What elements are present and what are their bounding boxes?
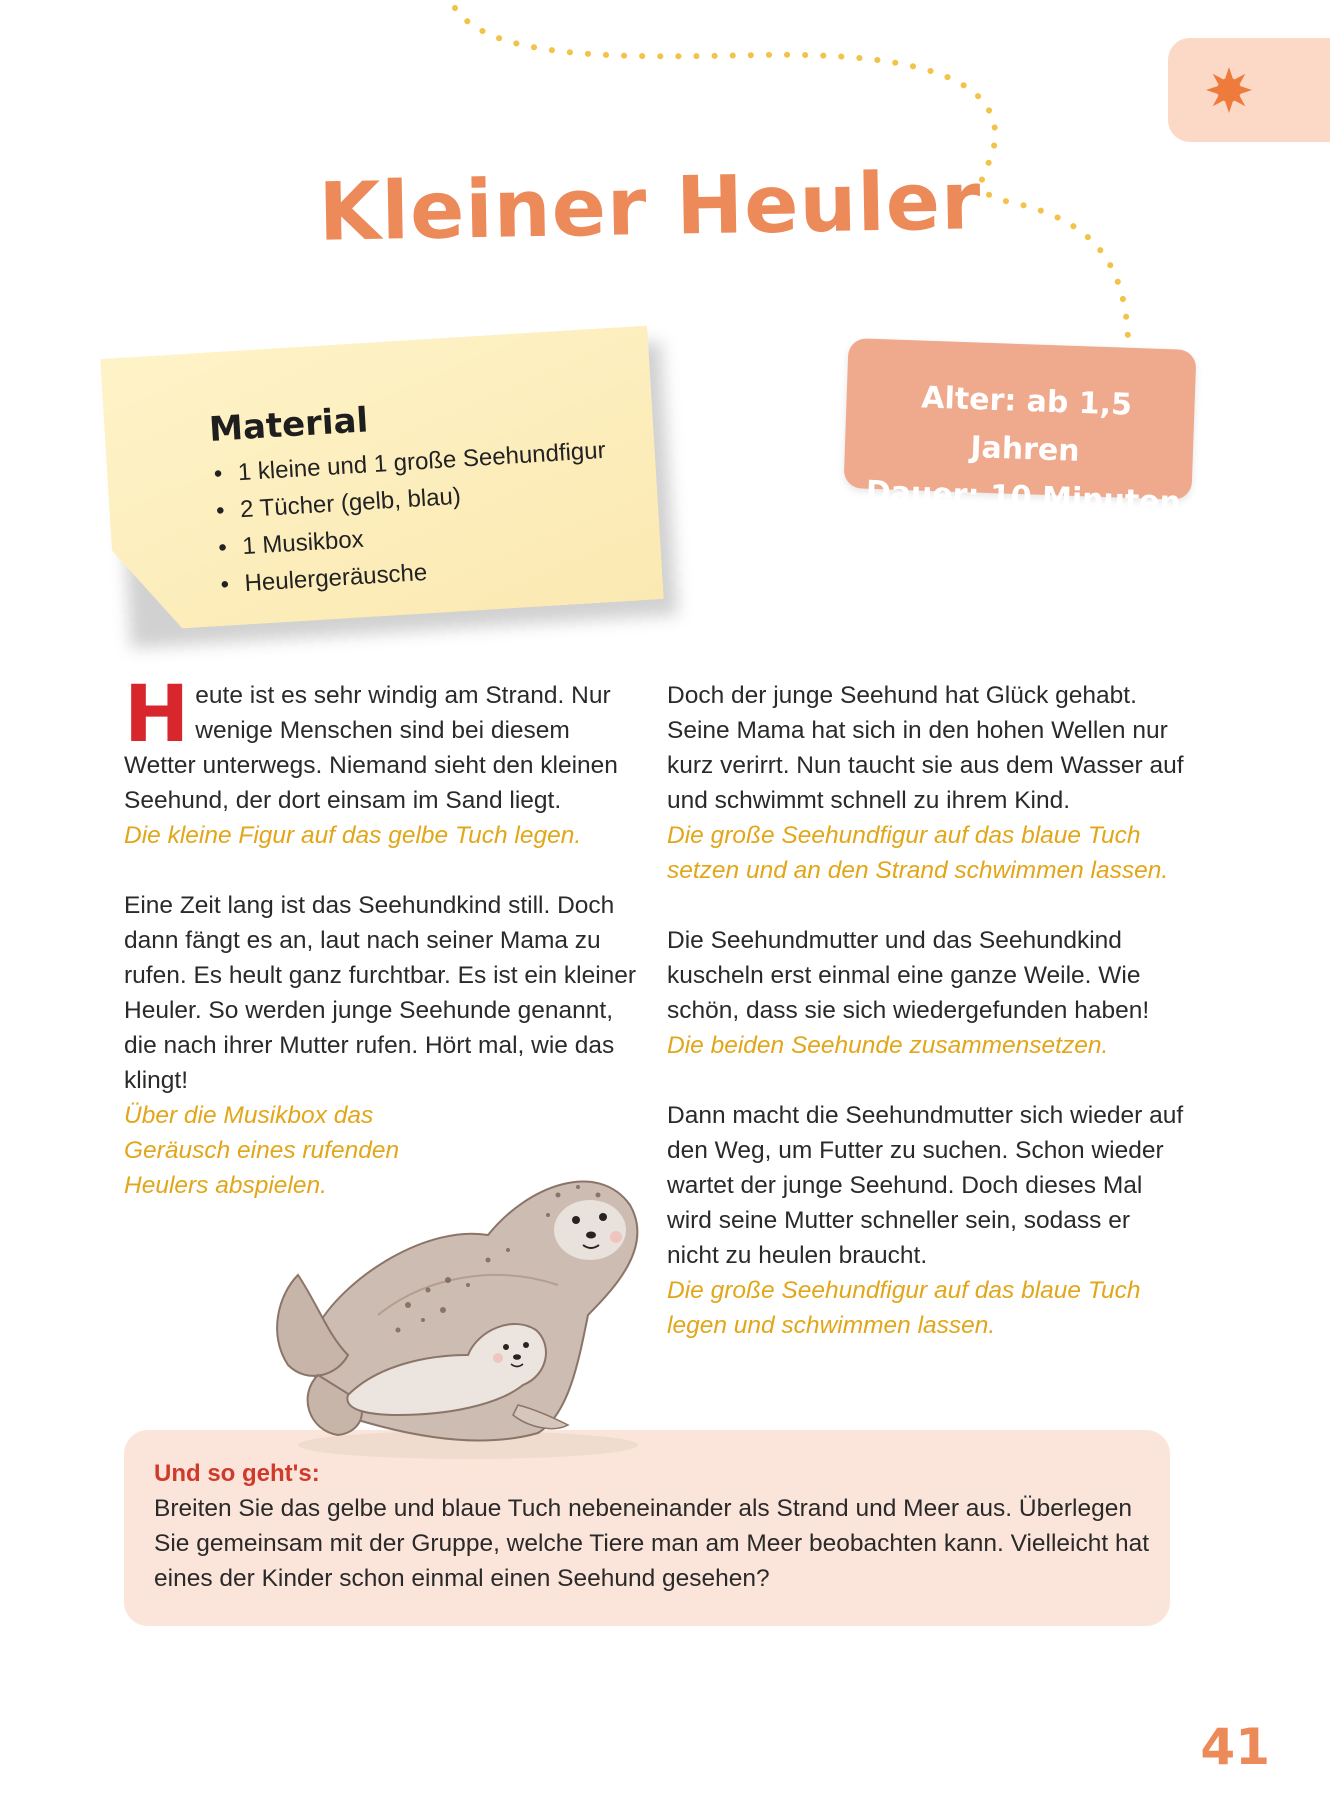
story-paragraph: Die Seehundmutter und das Seehundkind kuscheln erst einmal eine ganze Weile. Wie schön, dass sie sich wiedergefunden haben!: [667, 927, 1150, 1024]
sun-icon: [1204, 65, 1254, 115]
page-number: 41: [1200, 1718, 1270, 1776]
duration-label: Dauer: 10 Minuten: [865, 474, 1182, 521]
material-content: [208, 383, 659, 603]
story-paragraph: Doch der junge Seehund hat Glück gehabt. Seine Mama hat sich in den hohen Wellen nur kurz verirrt. Nun taucht sie aus dem Wasser auf und schwimmt schnell zu ihrem Kind.: [667, 682, 1184, 814]
list-item: • 2 Tücher (gelb, blau): [213, 466, 654, 530]
drop-cap: H: [124, 670, 190, 760]
material-list: [211, 429, 659, 604]
instruction-text: Die beiden Seehunde zusammensetzen.: [667, 1032, 1109, 1059]
instruction-text: Die große Seehundfigur auf das blaue Tuch legen und schwimmen lassen.: [667, 1277, 1141, 1339]
list-item: • 1 kleine und 1 große Seehundfigur: [211, 429, 652, 493]
how-to-content: [154, 1456, 1154, 1596]
material-heading: Material: [208, 400, 370, 450]
story-paragraph: Dann macht die Seehundmutter sich wieder auf den Weg, um Futter zu suchen. Schon wieder wartet der junge Seehund. Doch dieses Mal wird seine Mutter schneller sein, sodass er nicht zu heulen braucht.: [667, 1102, 1184, 1269]
how-to-text: Breiten Sie das gelbe und blaue Tuch nebeneinander als Strand und Meer aus. Überlegen Sie gemeinsam mit der Gruppe, welche Tiere man am Meer beobachten kann. Vielleicht hat eines der Kinder schon einmal einen Seehund gesehen?: [154, 1495, 1150, 1592]
seal-illustration: [258, 1165, 658, 1475]
story-paragraph: Eine Zeit lang ist das Seehundkind still. Doch dann fängt es an, laut nach seiner Mama zu rufen. Es heult ganz furchtbar. Es ist ein kleiner Heuler. So werden junge Seehunde genannt, die nach ihrer Mutter rufen. Hört mal, wie das klingt!: [124, 892, 637, 1094]
story-right-column: [667, 678, 1187, 1343]
age-duration-text: [864, 372, 1187, 527]
list-item: • Heulergeräusche: [218, 540, 659, 604]
age-label: Alter: ab 1,5 Jahren: [920, 380, 1133, 469]
instruction-text: Die große Seehundfigur auf das blaue Tuch setzen und an den Strand schwimmen lassen.: [667, 822, 1169, 884]
instruction-text: Die kleine Figur auf das gelbe Tuch legen.: [124, 822, 582, 849]
story-left-column: [124, 670, 644, 1203]
list-item: • 1 Musikbox: [215, 503, 656, 567]
instruction-text: Über die Musikbox das Geräusch eines rufenden Heulers abspielen.: [124, 1102, 400, 1199]
how-to-heading: Und so geht's:: [154, 1460, 320, 1487]
chapter-tab: [1168, 38, 1330, 142]
page-title: Kleiner Heuler: [317, 154, 983, 259]
story-paragraph: eute ist es sehr windig am Strand. Nur wenige Menschen sind bei diesem Wetter unterwegs. Niemand sieht den kleinen Seehund, der dort einsam im Sand liegt.: [124, 682, 618, 814]
